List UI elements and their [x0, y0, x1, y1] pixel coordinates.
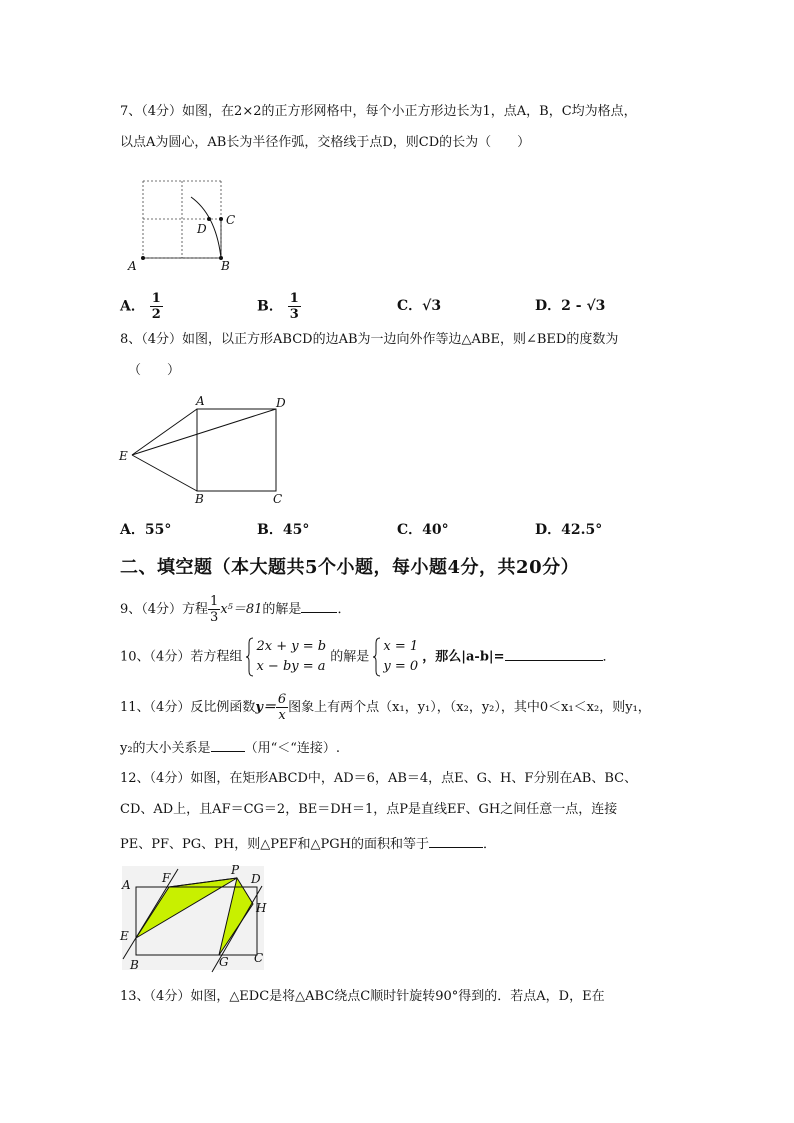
q11-line2: y₂的大小关系是 （用“＜“连接）. [120, 737, 340, 758]
q10-solution: x = 1 y = 0 [373, 637, 418, 677]
q8-label-B: B [195, 492, 204, 506]
q7-figure [120, 175, 250, 275]
q8-line2: （ ） [128, 363, 181, 378]
q7-option-d: D．2 - √3 [535, 298, 606, 314]
q12-figure [118, 862, 268, 974]
q12-label-H: H [256, 901, 267, 915]
q12-answer-blank [429, 833, 483, 848]
q8-label-E: E [119, 449, 128, 463]
q11-line1: 11、（4分）反比例函数y＝ $\frac{6}{x}$ 图象上有两个点（x₁，y₁），（x₂，y₂），其中0＜x₁＜x₂，则y₁， [120, 692, 651, 723]
q7-option-c: C．√3 [397, 298, 442, 314]
q7-label-C: C [226, 213, 236, 227]
q8-figure [115, 393, 295, 508]
q8-label-A: A [196, 394, 205, 408]
q12-line1: 12、（4分）如图，在矩形ABCD中，AD＝6，AB＝4，点E、G、H、F分别在AB、BC、 [120, 771, 638, 786]
q12-line3: PE、PF、PG、PH，则△PEF和△PGH的面积和等于 ． [120, 833, 496, 854]
q7-label-B: B [221, 259, 230, 273]
q10-system: 2x + y = b x − by = a [246, 637, 326, 677]
q7-label-A: A [128, 259, 137, 273]
q7-label-D: D [197, 222, 207, 236]
q13-line1: 13、（4分）如图，△EDC是将△ABC绕点C顺时针旋转90°得到的．若点A，D，E在 [120, 989, 605, 1004]
q8-option-b: B．45° [257, 522, 310, 538]
q10-answer-blank [505, 646, 603, 661]
q12-label-D: D [251, 872, 261, 886]
q12-label-G: G [219, 955, 229, 969]
q12-label-C: C [254, 951, 264, 965]
q12-label-A: A [122, 878, 131, 892]
q10-line: 10、（4分）若方程组 2x + y = b x − by = a 的解是 x = 1 y = 0 ，那么|a-b|= ． [120, 637, 616, 677]
q9-line: 9、（4分）方程 $\frac{1}{3}$ x⁵＝81的解是 ． [120, 594, 351, 625]
q12-label-F: F [162, 871, 171, 885]
q8-label-D: D [276, 396, 286, 410]
q9-answer-blank [301, 598, 337, 613]
section-title: 二、填空题（本大题共5个小题，每小题4分，共20分） [120, 557, 580, 578]
q7-line1: 7、（4分）如图，在2×2的正方形网格中，每个小正方形边长为1，点A，B，C均为格点， [120, 104, 637, 119]
q8-option-c: C．40° [397, 522, 449, 538]
q8-option-a: A．55° [120, 522, 172, 538]
q8-line1: 8、（4分）如图，以正方形ABCD的边AB为一边向外作等边△ABE，则∠BED的度数为 [120, 332, 619, 347]
q11-answer-blank [211, 737, 245, 752]
q8-option-d: D．42.5° [535, 522, 603, 538]
q7-option-a: A． $\frac{1}{2}$ [120, 291, 161, 322]
q7-line2: 以点A为圆心，AB长为半径作弧，交格线于点D，则CD的长为（ ） [120, 135, 531, 150]
q12-line2: CD、AD上，且AF＝CG＝2，BE＝DH＝1，点P是直线EF、GH之间任意一点，连接 [120, 802, 618, 817]
q12-label-B: B [130, 958, 139, 972]
q8-label-C: C [273, 492, 283, 506]
q12-label-P: P [231, 863, 240, 877]
q12-label-E: E [120, 929, 129, 943]
q7-option-b: B． $\frac{1}{3}$ [257, 291, 299, 322]
